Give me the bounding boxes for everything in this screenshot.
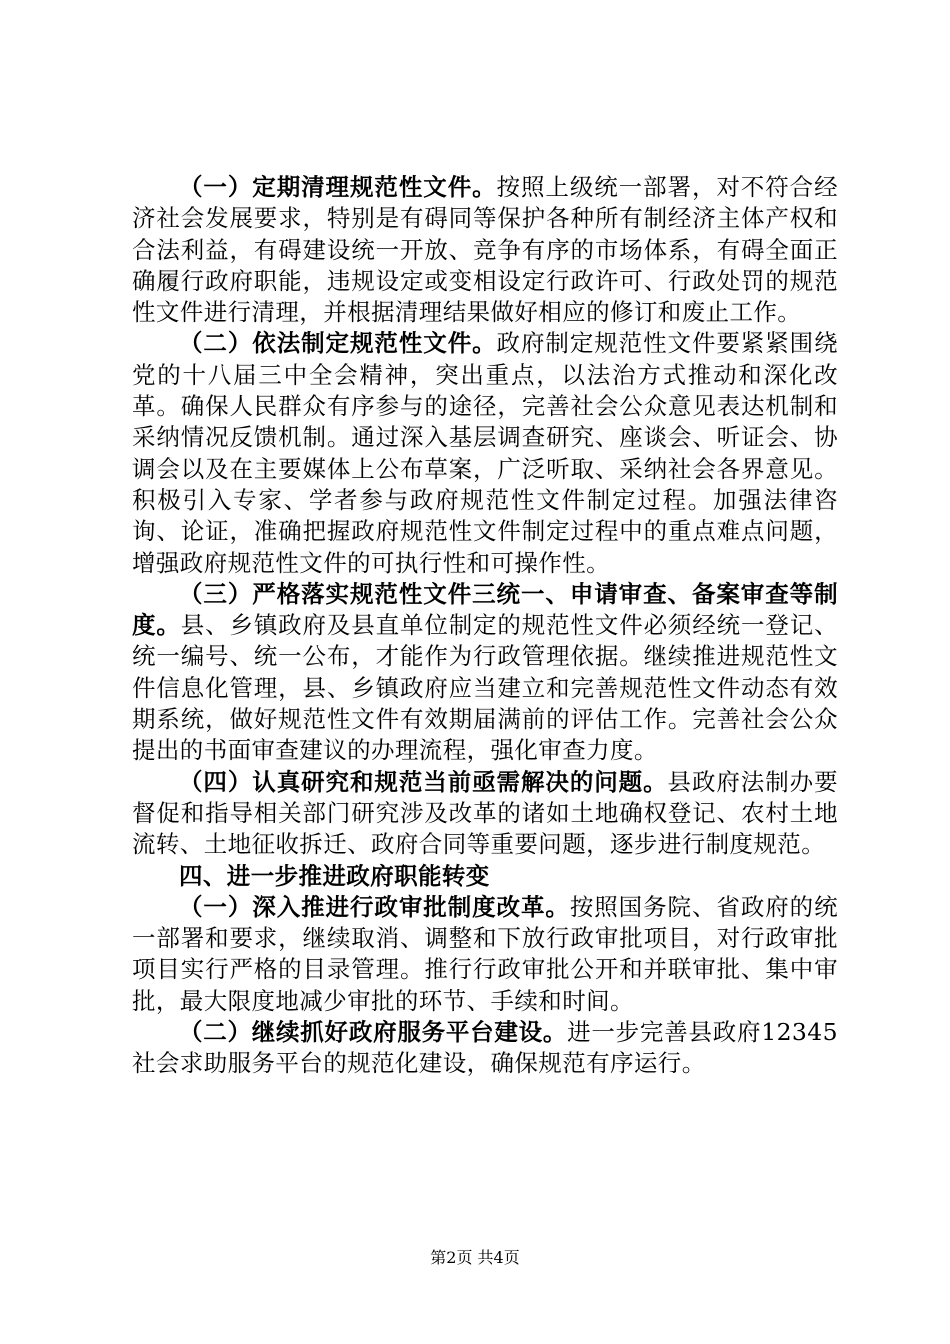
paragraph-3-lead: （三）严格落实规范性文件三统一、申请审查、备案审查等制度。 [132, 579, 838, 640]
section-paragraph-2-lead: （二）继续抓好政府服务平台建设。 [179, 1018, 568, 1047]
section-paragraph-1 [132, 892, 838, 1017]
section-paragraph-2-text: 进一步完善县政府12345社会求助服务平台的规范化建设，确保规范有序运行。 [132, 1018, 838, 1078]
paragraph-2 [132, 328, 838, 578]
paragraph-1 [132, 172, 838, 328]
paragraph-4-text: 县政府法制办要督促和指导相关部门研究涉及改革的诸如土地确权登记、农村土地流转、土地征收拆迁、政府合同等重要问题，逐步进行制度规范。 [132, 767, 838, 859]
paragraph-4-lead: （四）认真研究和规范当前亟需解决的问题。 [179, 767, 668, 796]
paragraph-1-text: 按照上级统一部署，对不符合经济社会发展要求，特别是有碍同等保护各种所有制经济主体产权和合法利益，有碍建设统一开放、竞争有序的市场体系，有碍全面正确履行政府职能，违规设定或变相设定行政许可、行政处罚的规范性文件进行清理，并根据清理结果做好相应的修订和废止工作。 [132, 173, 838, 327]
document-body [132, 172, 838, 1080]
section-paragraph-1-lead: （一）深入推进行政审批制度改革。 [179, 892, 570, 921]
section-paragraph-2 [132, 1017, 838, 1080]
paragraph-4 [132, 767, 838, 861]
section-heading: 四、进一步推进政府职能转变 [179, 861, 490, 890]
paragraph-1-lead: （一）定期清理规范性文件。 [179, 173, 497, 201]
section-paragraph-1-text: 按照国务院、省政府的统一部署和要求，继续取消、调整和下放行政审批项目，对行政审批项目实行严格的目录管理。推行行政审批公开和并联审批、集中审批，最大限度地减少审批的环节、手续和时间。 [132, 892, 838, 1015]
paragraph-2-lead: （二）依法制定规范性文件。 [179, 329, 497, 358]
paragraph-3 [132, 579, 838, 767]
paragraph-2-text: 政府制定规范性文件要紧紧围绕党的十八届三中全会精神，突出重点，以法治方式推动和深化改革。确保人民群众有序参与的途径，完善社会公众意见表达机制和采纳情况反馈机制。通过深入基层调查研究、座谈会、听证会、协调会以及在主要媒体上公布草案，广泛听取、采纳社会各界意见。积极引入专家、学者参与政府规范性文件制定过程。加强法律咨询、论证，准确把握政府规范性文件制定过程中的重点难点问题，增强政府规范性文件的可执行性和可操作性。 [132, 329, 838, 577]
page-number-footer: 第2页 共4页 [430, 1248, 520, 1267]
paragraph-3-text: 县、乡镇政府及县直单位制定的规范性文件必须经统一登记、统一编号、统一公布，才能作为行政管理依据。继续推进规范性文件信息化管理，县、乡镇政府应当建立和完善规范性文件动态有效期系统，做好规范性文件有效期届满前的评估工作。完善社会公众提出的书面审查建议的办理流程，强化审查力度。 [132, 611, 838, 765]
